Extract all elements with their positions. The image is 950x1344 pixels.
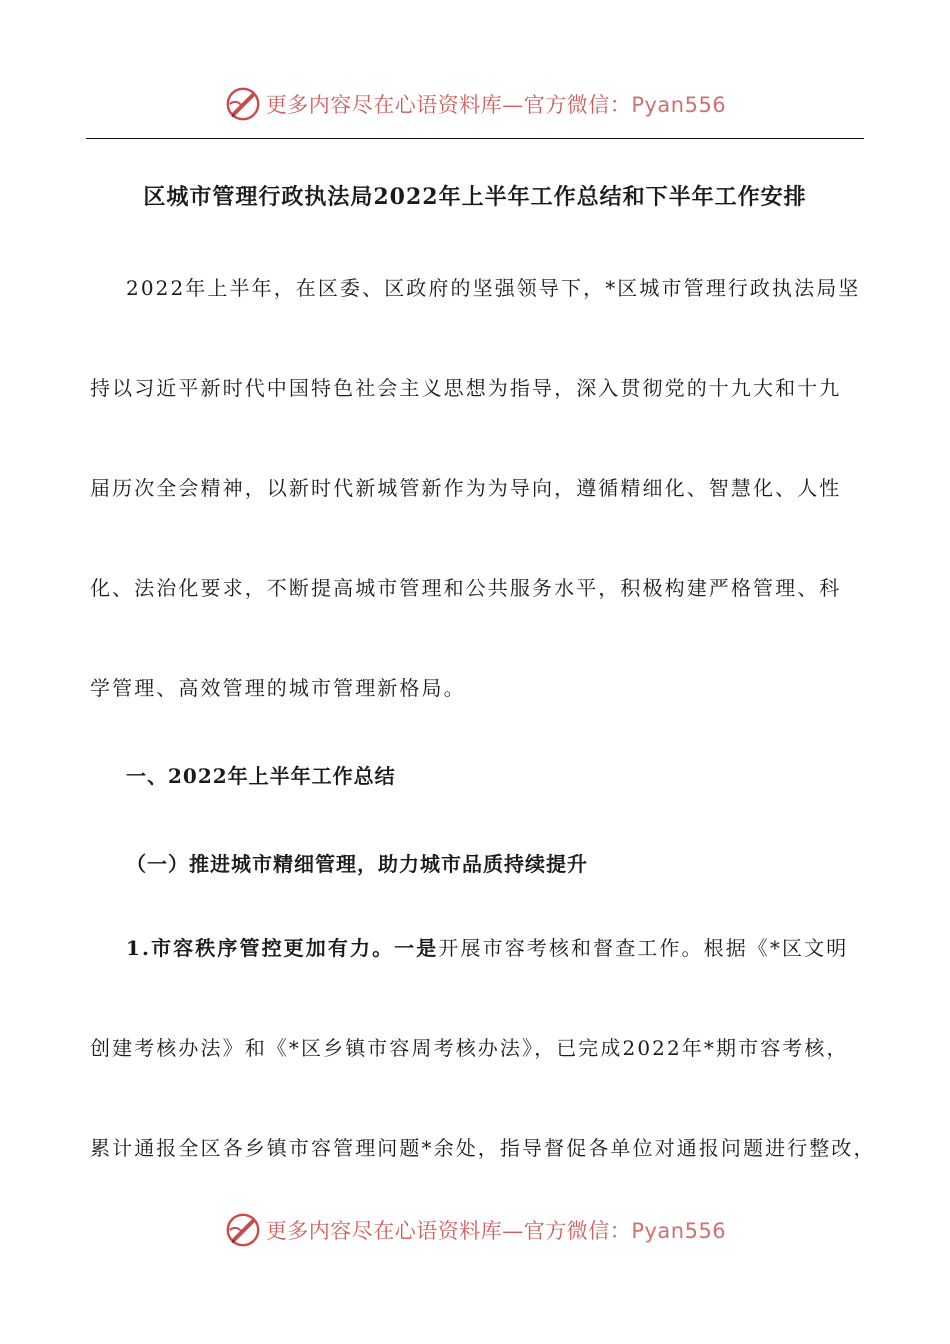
header-rule xyxy=(86,138,864,139)
banner-wechat-id: Pyan556 xyxy=(631,1219,727,1243)
intro-line: 持以习近平新时代中国特色社会主义思想为指导，深入贯彻党的十九大和十九 xyxy=(90,376,842,400)
intro-line: 2022年上半年，在区委、区政府的坚强领导下，*区城市管理行政执法局坚 xyxy=(126,276,861,300)
section-heading-1: 一、2022年上半年工作总结 xyxy=(126,764,396,788)
quill-pen-icon xyxy=(224,85,262,123)
item-1-paragraph xyxy=(90,898,876,1198)
footer-banner xyxy=(0,1210,950,1250)
banner-text: 更多内容尽在心语资料库—官方微信：Pyan556 xyxy=(265,1219,727,1243)
item-line: 累计通报全区各乡镇市容管理问题*余处，指导督促各单位对通报问题进行整改， xyxy=(90,1136,876,1160)
subsection-heading-1: （一）推进城市精细管理，助力城市品质持续提升 xyxy=(126,852,588,876)
header-banner xyxy=(0,84,950,124)
banner-wechat-id: Pyan556 xyxy=(631,93,727,117)
document-title: 区城市管理行政执法局2022年上半年工作总结和下半年工作安排 xyxy=(143,184,807,210)
item-1-lead: 1.市容秩序管控更加有力。一是 xyxy=(126,936,439,960)
item-line: 1.市容秩序管控更加有力。一是开展市容考核和督查工作。根据《*区文明 xyxy=(126,936,849,960)
intro-line: 届历次全会精神，以新时代新城管新作为为导向，遵循精细化、智慧化、人性 xyxy=(90,476,842,500)
item-line: 创建考核办法》和《*区乡镇市容周考核办法》，已完成2022年*期市容考核， xyxy=(90,1036,849,1060)
intro-line: 学管理、高效管理的城市管理新格局。 xyxy=(90,676,466,700)
quill-pen-icon xyxy=(224,1211,262,1249)
banner-text: 更多内容尽在心语资料库—官方微信：Pyan556 xyxy=(265,93,727,117)
intro-paragraph xyxy=(90,238,865,738)
intro-line: 化、法治化要求，不断提高城市管理和公共服务水平，积极构建严格管理、科 xyxy=(90,576,842,600)
